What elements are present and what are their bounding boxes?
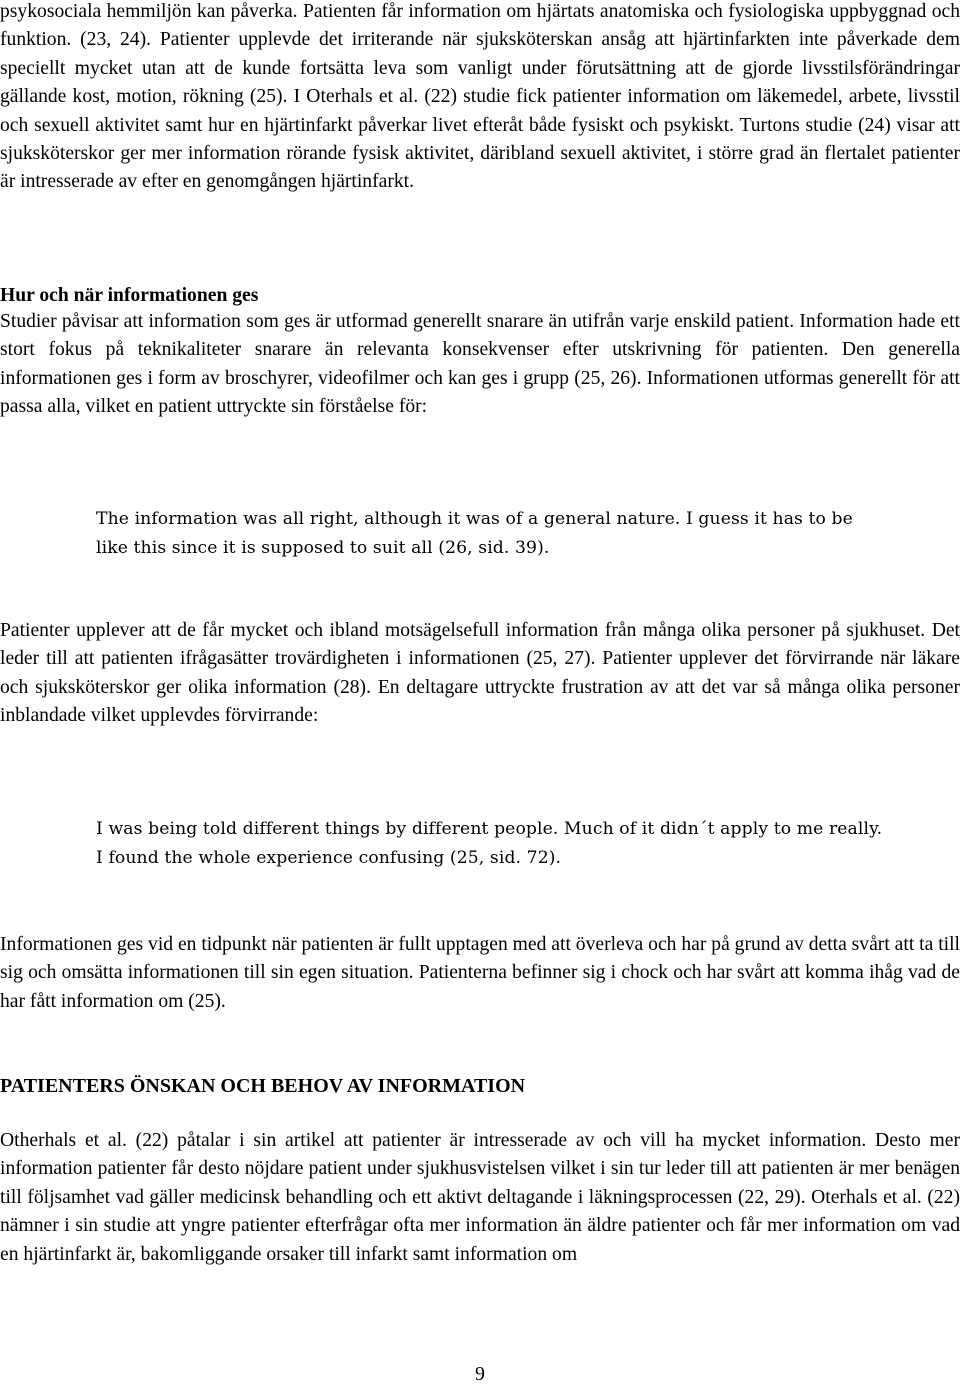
body-paragraph: Informationen ges vid en tidpunkt när patienten är fullt upptagen med att överleva och har på grund av detta svårt att ta till sig och omsätta informationen till sin egen situation. Patienterna befinner sig i chock och har svårt att komma ihåg vad de har fått information om (25). bbox=[0, 934, 960, 1012]
block-quote: I was being told different things by different people. Much of it didn´t apply to me really. I found the whole experience confusing (25, sid. 72). bbox=[96, 819, 883, 868]
body-paragraph: Studier påvisar att information som ges är utformad generellt snarare än utifrån varje enskild patient. Information hade ett stort fokus på teknikaliteter snarare än relevanta konsekvenser efter utskrivning för patienten. Den generella informationen ges i form av broschyrer, videofilmer och kan ges i grupp (25, 26). Informationen utformas generellt för att passa alla, vilket en patient uttryckte sin förståelse för: bbox=[0, 311, 960, 418]
section-subheading: Hur och när informationen ges bbox=[0, 285, 259, 306]
block-quote: The information was all right, although it was of a general nature. I guess it has to be like this since it is supposed to suit all (26, sid. 39). bbox=[96, 509, 853, 558]
page-number: 9 bbox=[475, 1363, 485, 1385]
body-paragraph: psykosociala hemmiljön kan påverka. Patienten får information om hjärtats anatomiska och fysiologiska uppbyggnad och funktion. (23, 24). Patienter upplevde det irriterande när sjuksköterskan ansåg att hjärtinfarkten inte påverkade dem speciellt mycket utan att de kunde fortsätta leva som vanligt under förutsättning att de gjorde livsstilsförändringar gällande kost, motion, rökning (25). I Oterhals et al. (22) studie fick patienter information om läkemedel, arbete, livsstil och sexuell aktivitet samt hur en hjärtinfarkt påverkar livet efteråt både fysiskt och psykiskt. Turtons studie (24) visar att sjuksköterskor ger mer information rörande fysisk aktivitet, däribland sexuell aktivitet, i större grad än flertalet patienter är intresserade av efter en genomgången hjärtinfarkt. bbox=[0, 1, 960, 193]
body-paragraph: Patienter upplever att de får mycket och ibland motsägelsefull information från många olika personer på sjukhuset. Det leder till att patienten ifrågasätter trovärdigheten i informationen (25, 27). Patienter upplever det förvirrande när läkare och sjuksköterskor ger olika information (28). En deltagare uttryckte frustration av att det var så många olika personer inblandade vilket upplevdes förvirrande: bbox=[0, 620, 960, 727]
section-heading: PATIENTERS ÖNSKAN OCH BEHOV AV INFORMATION bbox=[0, 1075, 526, 1097]
body-paragraph: Otherhals et al. (22) påtalar i sin artikel att patienter är intresserade av och vill ha mycket information. Desto mer information patienter får desto nöjdare patient under sjukhusvistelsen vilket i sin tur leder till att patienten är mer benägen till följsamhet vad gäller medicinsk behandling och ett aktivt deltagande i läkningsprocessen (22, 29). Oterhals et al. (22) nämner i sin studie att yngre patienter efterfrågar ofta mer information än äldre patienter och får mer information om vad en hjärtinfarkt är, bakomliggande orsaker till infarkt samt information om bbox=[0, 1130, 960, 1265]
